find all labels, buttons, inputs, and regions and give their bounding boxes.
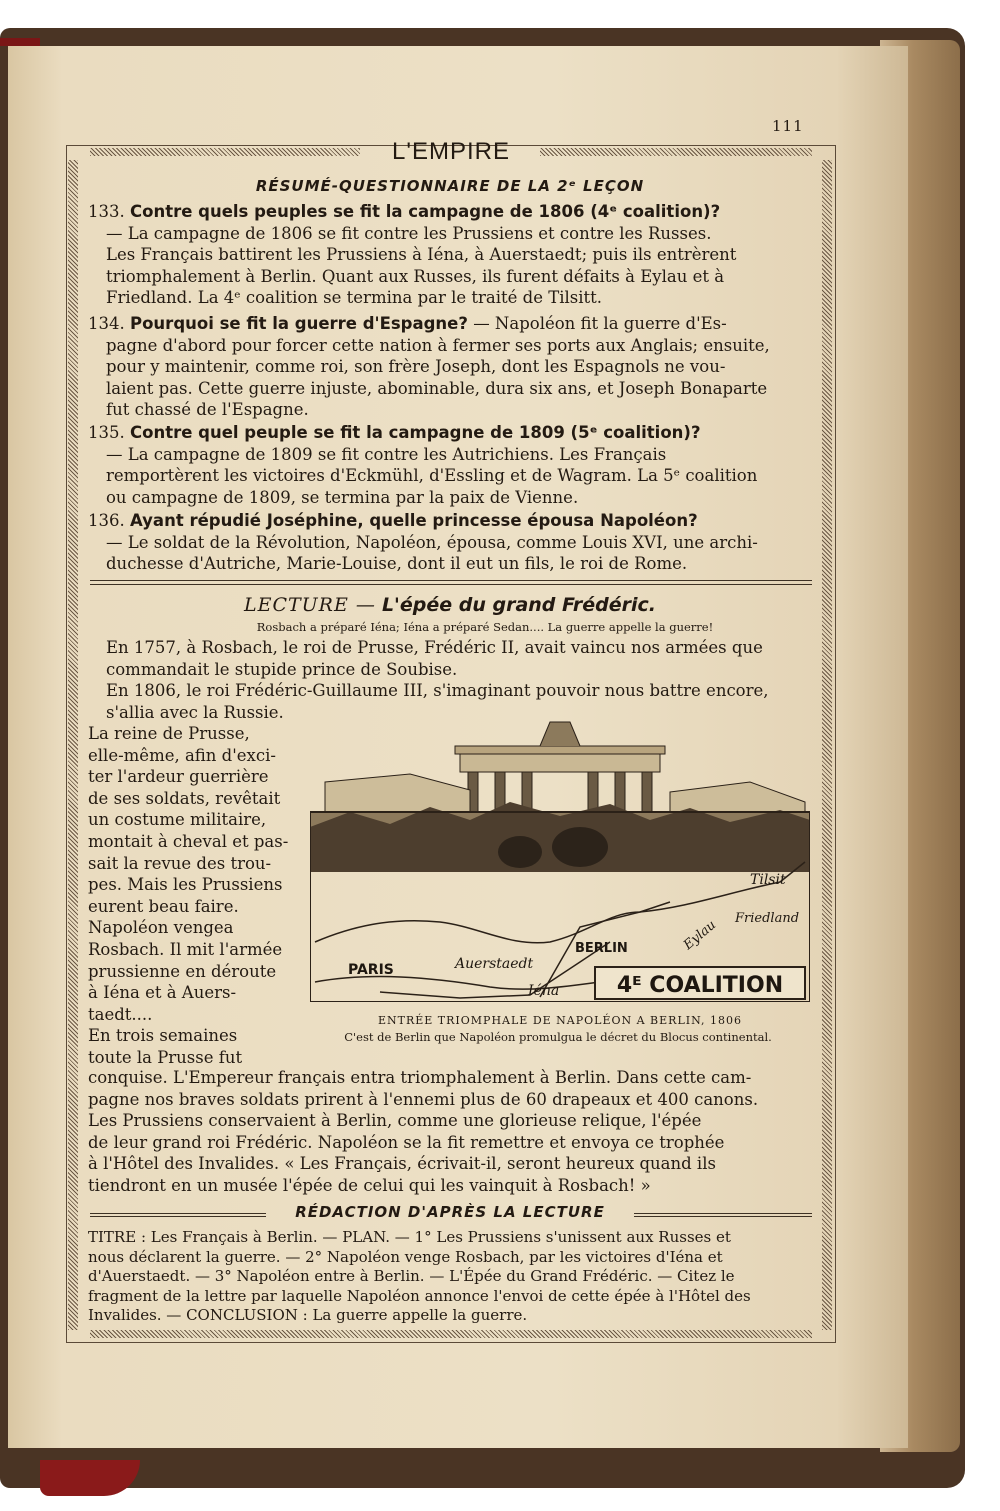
map-label-friedland: Friedland	[735, 911, 800, 926]
brandenburg-gate-drawing	[325, 722, 805, 822]
lecture-closing: conquise. L'Empereur français entra triomphalement à Berlin. Dans cette cam- pagne nos braves soldats prirent à l'ennemi plus de 60 drapeaux et 400 canons. Les Prussiens conservaient à Berlin, comme une glorieuse relique, l'épée de leur grand roi Frédéric. Napoléon se la fit remettre et envoya ce trophée à l'Hôtel des Invalides. « Les Français, écrivait-il, seront heureux quand ils tiendront en un musée l'épée de celui qui les vainquit à Rosbach! »	[88, 1068, 759, 1195]
illustration-subcaption: C'est de Berlin que Napoléon promulgua le décret du Blocus continental.	[344, 1030, 772, 1044]
map-label-berlin: BERLIN	[575, 941, 628, 956]
question-133: 133. Contre quels peuples se fit la campagne de 1806 (4ᵉ coalition)? — La campagne de 1806 se fit contre les Prussiens et contre les Russes. Les Français battirent les Prussiens à Iéna, à Auerstaedt; puis ils entrèrent triomphalement à Berlin. Quant aux Russes, ils furent défaits à Eylau et à Friedland. La 4ᵉ coalition se termina par le traité de Tilsitt.	[88, 202, 737, 308]
bookmark-ribbon-bottom	[40, 1460, 140, 1496]
lecture-intro: En 1757, à Rosbach, le roi de Prusse, Frédéric II, avait vaincu nos armées que commandait le stupide prince de Soubise. En 1806, le roi Frédéric-Guillaume III, s'imaginant pouvoir nous battre encore, s'allia avec la Russie.	[106, 638, 769, 722]
frame-border-bottom	[90, 1330, 812, 1338]
map-label-tilsit: Tilsit	[750, 872, 786, 888]
question-136: 136. Ayant répudié Joséphine, quelle princesse épousa Napoléon? — Le soldat de la Révolution, Napoléon, épousa, comme Louis XVI, une archi- duchesse d'Autriche, Marie-Louise, dont il eut un fils, le roi de Rome.	[88, 511, 758, 574]
frame-border-top-left	[90, 148, 360, 156]
chapter-title: L'EMPIRE	[392, 138, 510, 165]
question-135: 135. Contre quel peuple se fit la campagne de 1809 (5ᵉ coalition)? — La campagne de 1809 se fit contre les Autrichiens. Les Français remportèrent les victoires d'Eckmühl, d'Essling et de Wagram. La 5ᵉ coalition ou campagne de 1809, se termina par la paix de Vienne.	[88, 423, 758, 507]
map-label-auerstaedt: Auerstaedt	[455, 956, 534, 972]
map-label-eylau: Eylau	[680, 917, 720, 954]
section-divider	[90, 580, 812, 585]
map-label-paris: PARIS	[348, 962, 394, 978]
coalition-badge: 4ᴱ COALITION	[616, 973, 784, 998]
page-number: 111	[772, 117, 804, 135]
frame-border-left	[68, 160, 78, 1330]
question-134: 134. Pourquoi se fit la guerre d'Espagne? — Napoléon fit la guerre d'Es- pagne d'abord pour forcer cette nation à fermer ses ports aux Anglais; ensuite, pour y maintenir, comme roi, son frère Joseph, dont les Espagnols ne vou- laient pas. Cette guerre injuste, abominable, dura six ans, et Joseph Bonaparte fut chassé de l'Espagne.	[88, 314, 770, 420]
redaction-text: TITRE : Les Français à Berlin. — PLAN. — 1° Les Prussiens s'unissent aux Russes et nous déclarent la guerre. — 2° Napoléon venge Rosbach, par les victoires d'Iéna et d'Auerstaedt. — 3° Napoléon entre à Berlin. — L'Épée du Grand Frédéric. — Citez le fragment de la lettre par laquelle Napoléon annonce l'envoi de cette épée à l'Hôtel des Invalides. — CONCLUSION : La guerre appelle la guerre.	[88, 1228, 751, 1324]
map-label-iena: Iéna	[528, 983, 560, 999]
summary-title: RÉSUMÉ-QUESTIONNAIRE DE LA 2ᵉ LEÇON	[255, 177, 645, 195]
lecture-heading: LECTURE — L'épée du grand Frédéric.	[243, 594, 657, 616]
lecture-column: La reine de Prusse, elle-même, afin d'exci- ter l'ardeur guerrière de ses soldats, revêtait un costume militaire, montait à cheval et pas- sait la revue des trou- pes. Mais les Prussiens eurent beau faire. Napoléon vengea Rosbach. Il mit l'armée prussienne en déroute à Iéna et à Auers- taedt.... En trois semaines toute la Prusse fut	[88, 724, 289, 1067]
bookmark-ribbon	[0, 38, 40, 46]
redaction-title: RÉDACTION D'APRÈS LA LECTURE	[295, 1203, 605, 1221]
frame-border-top-right	[540, 148, 812, 156]
berlin-entry-illustration	[310, 712, 810, 1002]
lecture-epigraph: Rosbach a préparé Iéna; Iéna a préparé Sedan.... La guerre appelle la guerre!	[256, 620, 714, 634]
frame-border-right	[822, 160, 832, 1330]
illustration-caption: ENTRÉE TRIOMPHALE DE NAPOLÉON A BERLIN, 1806	[377, 1014, 743, 1027]
